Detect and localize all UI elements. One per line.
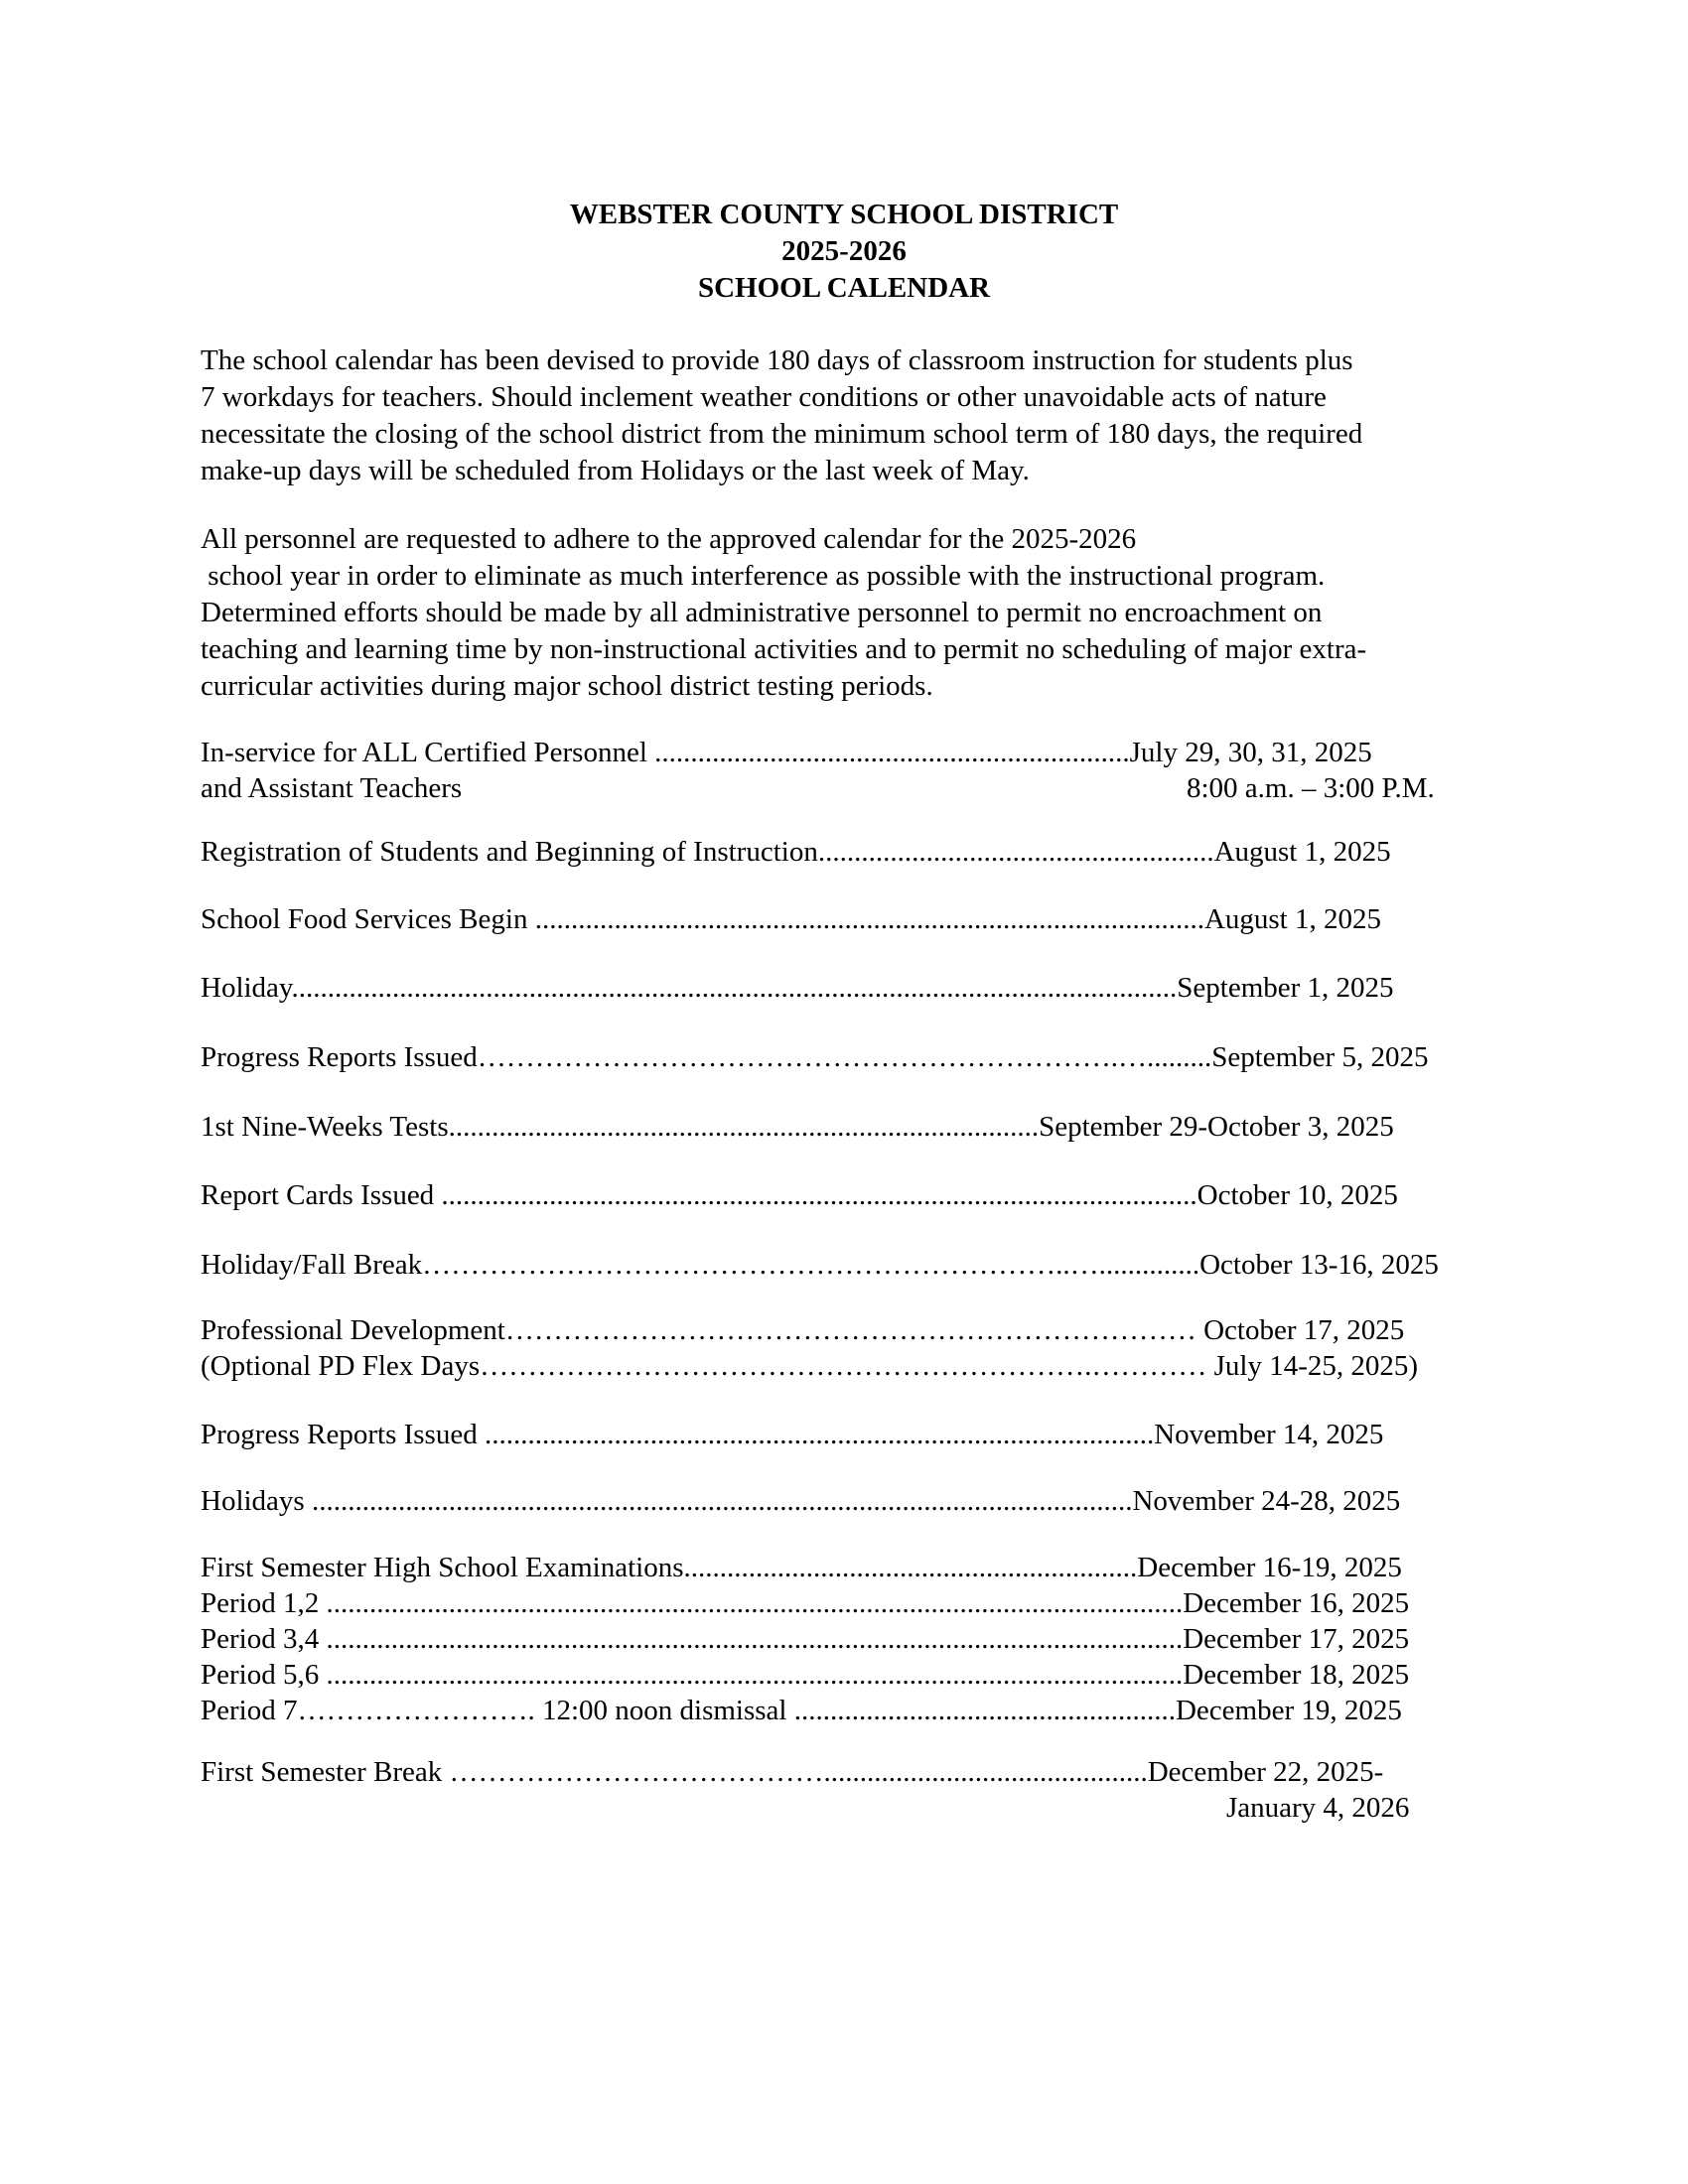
report-cards-entry bbox=[201, 1177, 1398, 1213]
intro-text-line: The school calendar has been devised to provide 180 days of classroom instruction for students plus bbox=[201, 344, 1353, 376]
inservice-line: In-service for ALL Certified Personnel ..................................................................July 29, 30, 31, 2025 bbox=[201, 737, 1372, 768]
semester-break-line: First Semester Break ………………………………….............................................December 22, 2025- bbox=[201, 1756, 1384, 1788]
intro-text-line: curricular activities during major school district testing periods. bbox=[201, 670, 933, 702]
holidays-november-line: Holidays ..................................................................................................................November 24-28, 2025 bbox=[201, 1485, 1401, 1517]
progress-september-line: Progress Reports Issued………………………………………………………….….........September 5, 2025 bbox=[201, 1041, 1429, 1073]
exams-header-line: First Semester High School Examinations...............................................................December 16-19, 2025 bbox=[201, 1552, 1402, 1583]
progress-november-entry bbox=[201, 1417, 1383, 1452]
intro-text-line: necessitate the closing of the school district from the minimum school term of 180 days, the required bbox=[201, 418, 1363, 450]
food-services-entry bbox=[201, 901, 1381, 937]
semester-break-end-date: January 4, 2026 bbox=[1226, 1792, 1410, 1824]
inservice-time: 8:00 a.m. – 3:00 P.M. bbox=[1187, 772, 1435, 804]
intro-paragraph-2 bbox=[201, 521, 1511, 705]
intro-paragraph-1 bbox=[201, 342, 1511, 489]
report-cards-line: Report Cards Issued .........................................................................................................October 10, 2025 bbox=[201, 1179, 1398, 1211]
exams-entry bbox=[201, 1550, 1409, 1728]
inservice-entry bbox=[201, 735, 1452, 806]
exam-period-1-2: Period 1,2 .......................................................................................................................December 16, 2025 bbox=[201, 1587, 1410, 1619]
registration-line: Registration of Students and Beginning of Instruction.......................................................August 1, 2025 bbox=[201, 836, 1391, 868]
inservice-subline bbox=[201, 770, 1452, 806]
holiday-september-entry bbox=[201, 970, 1394, 1006]
progress-november-line: Progress Reports Issued .............................................................................................November 14, 2025 bbox=[201, 1419, 1384, 1450]
fall-break-line: Holiday/Fall Break…………………………………………………………..…..............October 13-16, 2025 bbox=[201, 1249, 1439, 1281]
food-services-line: School Food Services Begin .............................................................................................August 1, 2025 bbox=[201, 903, 1381, 935]
exam-period-5-6: Period 5,6 .......................................................................................................................December 18, 2025 bbox=[201, 1659, 1410, 1691]
document-title bbox=[0, 197, 1688, 307]
calendar-title: SCHOOL CALENDAR bbox=[697, 272, 991, 304]
registration-entry bbox=[201, 834, 1391, 870]
school-year: 2025-2026 bbox=[781, 235, 907, 267]
pd-flex-line: (Optional PD Flex Days……………………………………………………….………… July 14-25, 2025) bbox=[201, 1350, 1419, 1382]
intro-text-line: Determined efforts should be made by all administrative personnel to permit no encroachment on bbox=[201, 597, 1323, 628]
exam-period-3-4: Period 3,4 .......................................................................................................................December 17, 2025 bbox=[201, 1623, 1410, 1655]
intro-text-line: teaching and learning time by non-instructional activities and to permit no scheduling of major extra- bbox=[201, 633, 1367, 665]
intro-text-line: All personnel are requested to adhere to the approved calendar for the 2025-2026 bbox=[201, 523, 1137, 555]
nine-weeks-line: 1st Nine-Weeks Tests..................................................................................September 29-October 3, 2025 bbox=[201, 1111, 1394, 1143]
professional-development-entry bbox=[201, 1312, 1418, 1384]
semester-break-end bbox=[201, 1790, 1452, 1826]
intro-text-line: make-up days will be scheduled from Holidays or the last week of May. bbox=[201, 455, 1030, 486]
exam-period-7: Period 7……………………. 12:00 noon dismissal .....................................................December 19, 2025 bbox=[201, 1695, 1402, 1726]
inservice-label: and Assistant Teachers bbox=[201, 772, 463, 804]
fall-break-entry bbox=[201, 1247, 1439, 1283]
holiday-september-line: Holiday...........................................................................................................................September 1, 2025 bbox=[201, 972, 1394, 1004]
holidays-november-entry bbox=[201, 1483, 1400, 1519]
intro-text-line: school year in order to eliminate as much interference as possible with the instructional program. bbox=[201, 560, 1326, 592]
progress-september-entry bbox=[201, 1039, 1428, 1075]
professional-development-line: Professional Development……………………………………………………………… October 17, 2025 bbox=[201, 1314, 1405, 1346]
semester-break-entry bbox=[201, 1754, 1452, 1826]
nine-weeks-entry bbox=[201, 1109, 1394, 1145]
district-name: WEBSTER COUNTY SCHOOL DISTRICT bbox=[569, 199, 1119, 230]
intro-text-line: 7 workdays for teachers. Should inclement weather conditions or other unavoidable acts of nature bbox=[201, 381, 1327, 413]
